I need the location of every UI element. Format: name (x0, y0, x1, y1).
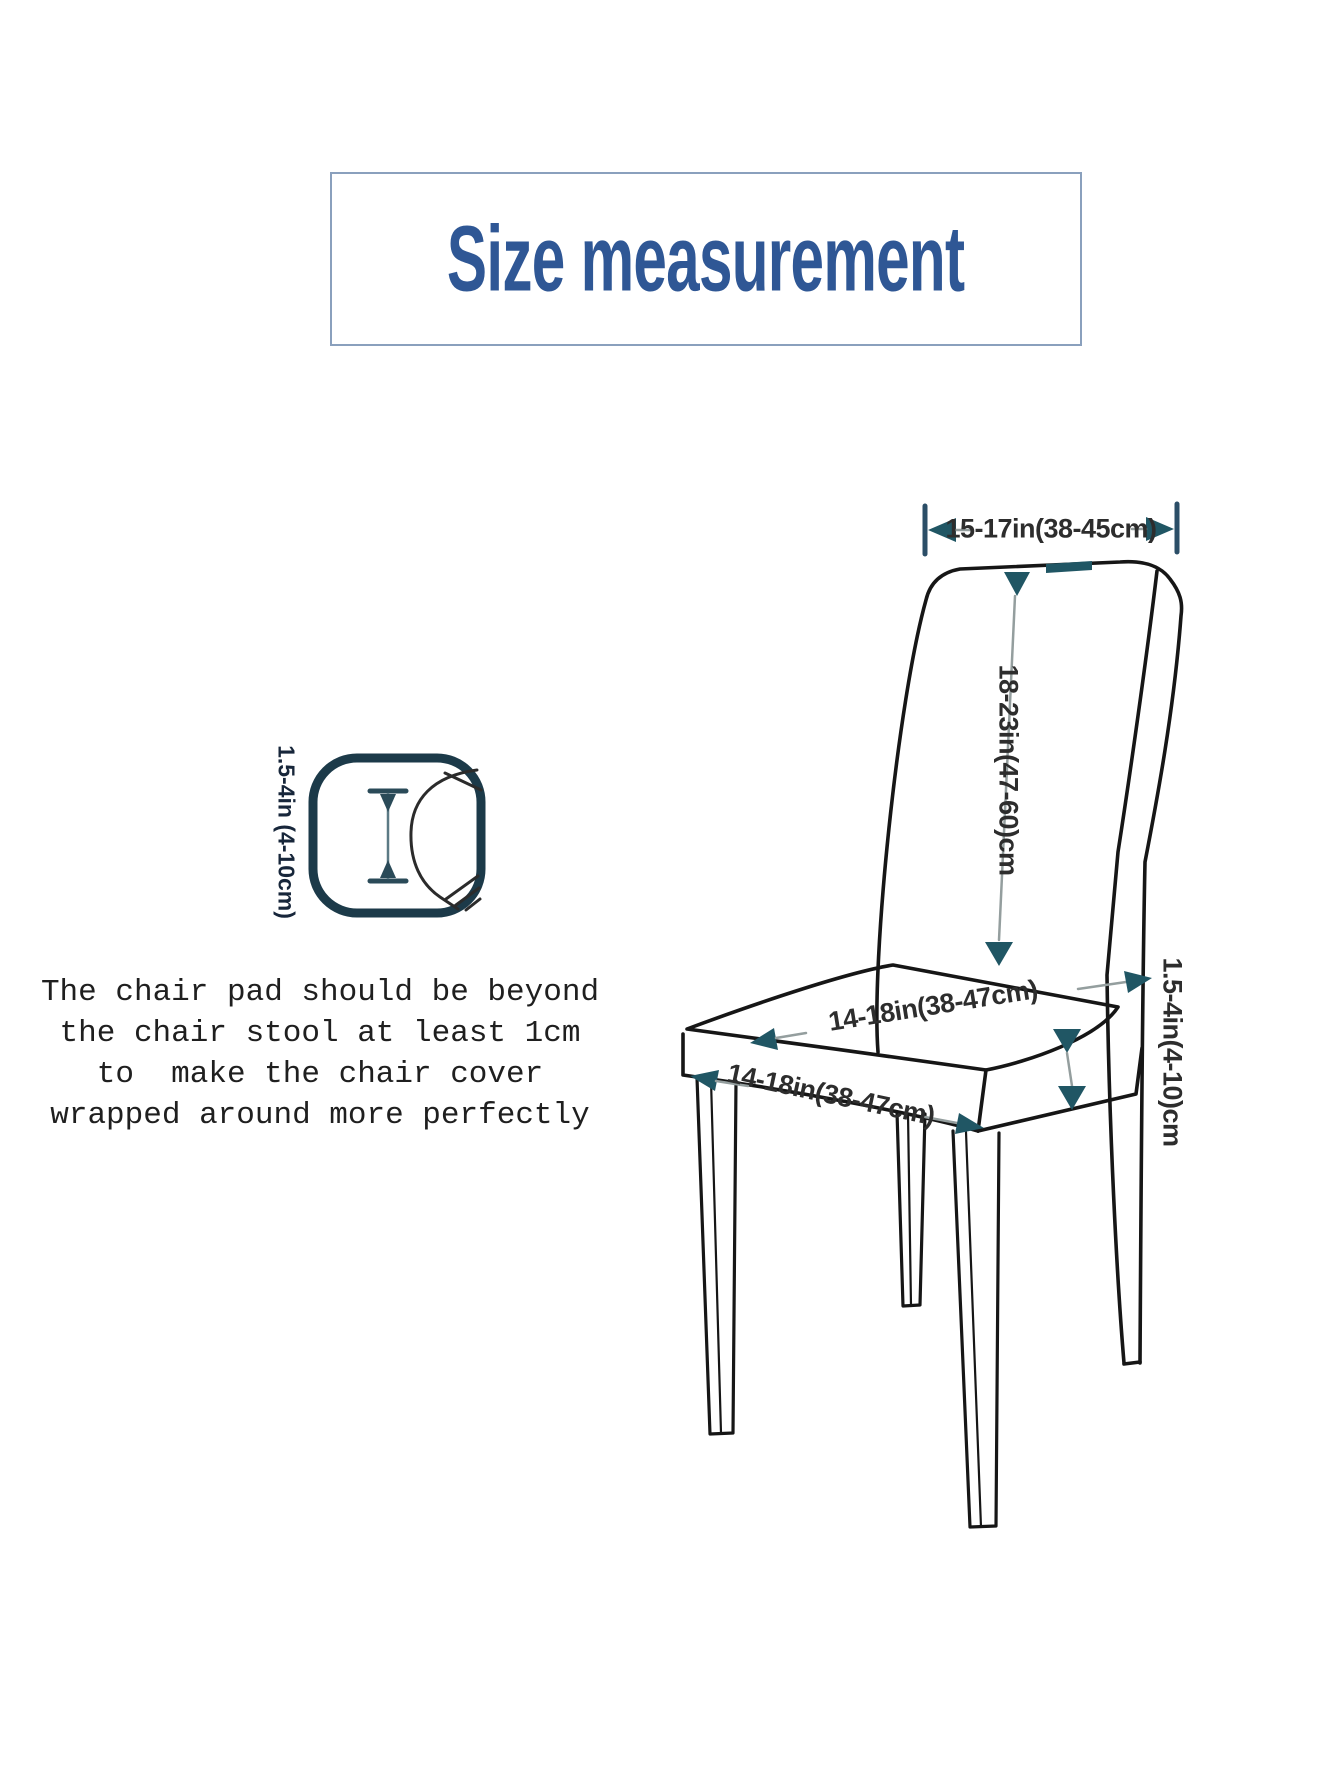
label-back-height: 18-23in(47-60)cm (993, 664, 1024, 876)
label-seat-front-width: 14-18in(38-47cm) (724, 1057, 938, 1132)
note-line: The chair pad should be beyond (40, 975, 600, 1010)
note-line: the chair stool at least 1cm (59, 1016, 581, 1051)
note-line: wrapped around more perfectly (50, 1098, 590, 1133)
note-line: to make the chair cover (96, 1057, 544, 1092)
page-title: Size measurement (447, 206, 965, 311)
note-paragraph (30, 972, 610, 1136)
label-seat-top-width: 14-18in(38-47cm) (826, 974, 1040, 1037)
inset-frame (313, 758, 481, 913)
chair-legs (697, 1078, 999, 1527)
inset-dimension-ibeam (370, 791, 406, 881)
label-top-width: 15-17in(38-45cm) (945, 513, 1157, 544)
label-inset-height: 1.5-4in (4-10cm) (273, 745, 300, 919)
top-edge-accent (1046, 561, 1092, 573)
label-side-height: 1.5-4in(4-10)cm (1157, 957, 1188, 1147)
inset-back-edge-sketch (411, 770, 481, 910)
dim-skirt-height (1053, 1029, 1086, 1110)
